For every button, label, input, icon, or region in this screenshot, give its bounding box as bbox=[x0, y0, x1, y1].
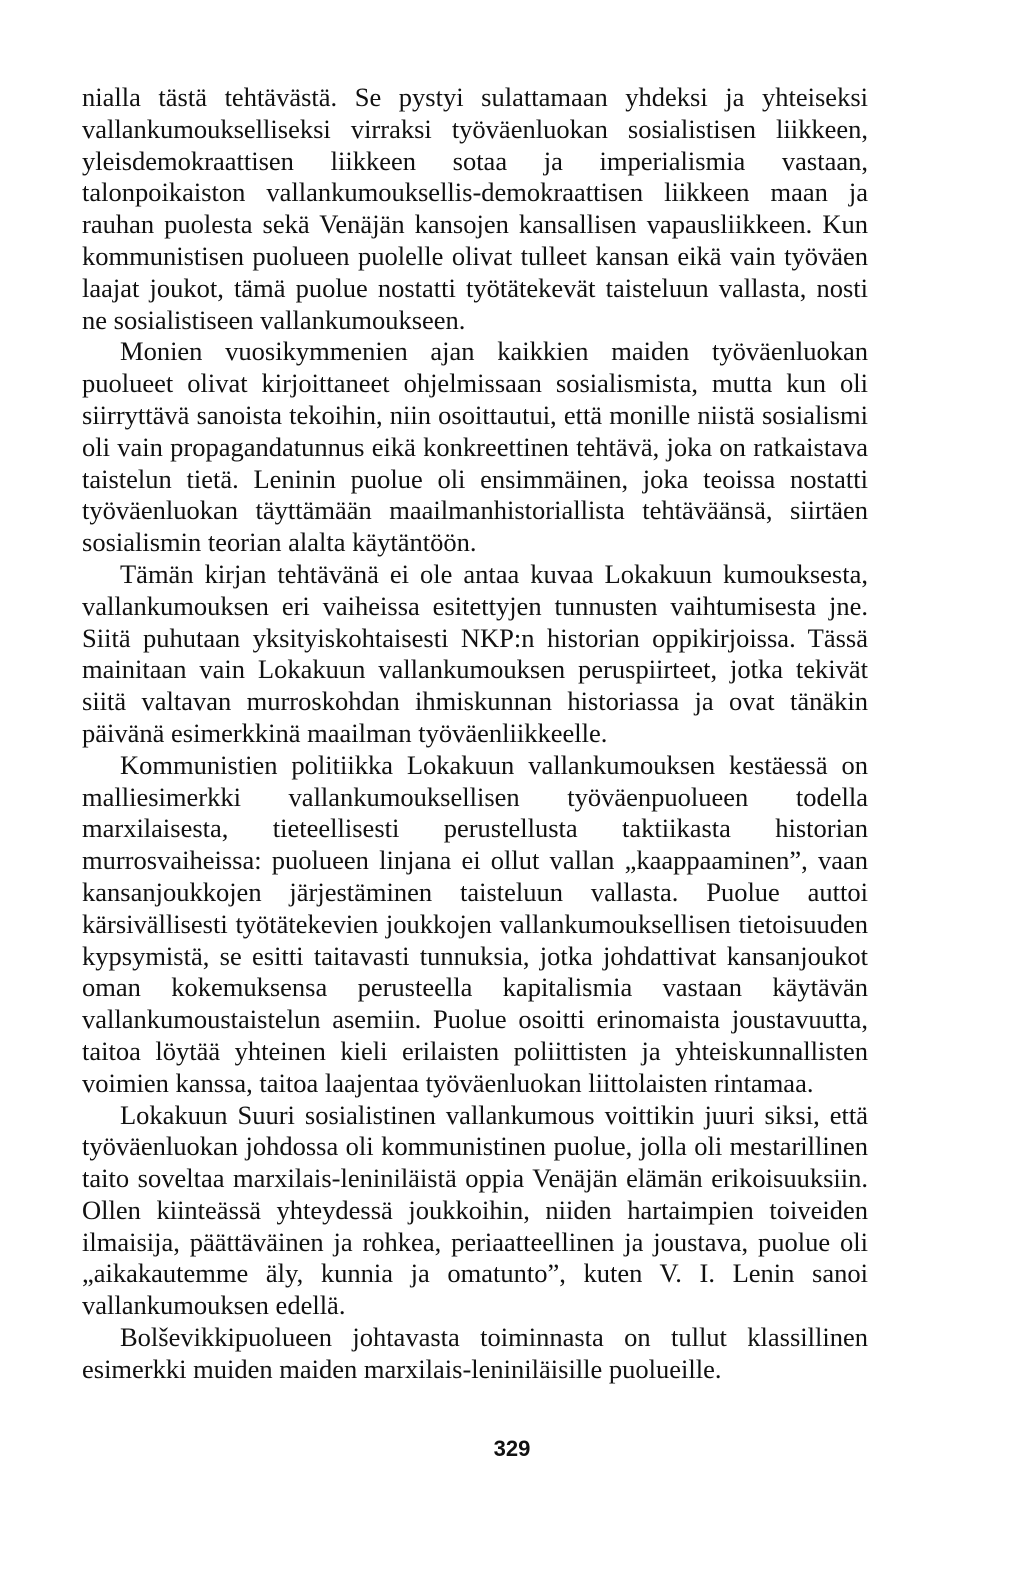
paragraph-2: Monien vuosikymmenien ajan kaikkien maiden työväenluokan puolueet olivat kirjoittaneet ohjelmissaan sosialismista, mutta kun oli siirryttävä sanoista tekoihin, niin osoittautui, että monille niistä sosialismi oli vain propagandatunnus eikä konkreettinen tehtävä, joka on ratkaistava taistelun tietä. Leninin puolue oli ensimmäinen, joka teoissa nostatti työväenluokan täyttämään maailmanhistoriallista tehtäväänsä, siirtäen sosialismin teorian alalta käytäntöön. bbox=[82, 336, 868, 558]
paragraph-5: Lokakuun Suuri sosialistinen vallankumous voittikin juuri siksi, että työväenluokan johdossa oli kommunistinen puolue, jolla oli mestarillinen taito soveltaa marxilais-leniniläistä oppia Venäjän elämän erikoisuuksiin. Ollen kiinteässä yhteydessä joukkoihin, niiden hartaimpien toiveiden ilmaisija, päättäväinen ja rohkea, periaatteellinen ja joustava, puolue oli „aikakautemme äly, kunnia ja omatunto”, kuten V. I. Lenin sanoi vallankumouksen edellä. bbox=[82, 1099, 868, 1321]
page-number: 329 bbox=[493, 1436, 531, 1461]
body-text bbox=[82, 82, 868, 1386]
paragraph-4: Kommunistien politiikka Lokakuun vallankumouksen kestäessä on malliesimerkki vallankumouksellisen työväenpuolueen todella marxilaisesta, tieteellisesti perustellusta taktiikasta historian murrosvaiheissa: puolueen linjana ei ollut vallan „kaappaaminen”, vaan kansanjoukkojen järjestäminen taisteluun vallasta. Puolue auttoi kärsivällisesti työtätekevien joukkojen vallankumouksellisen tietoisuuden kypsymistä, se esitti taitavasti tunnuksia, jotka johdattivat kansanjoukot oman kokemuksensa perusteella kapitalismia vastaan käytävän vallankumoustaistelun asemiin. Puolue osoitti erinomaista joustavuutta, taitoa löytää yhteinen kieli erilaisten poliittisten ja yhteiskunnallisten voimien kanssa, taitoa laajentaa työväenluokan liittolaisten rintamaa. bbox=[82, 749, 868, 1098]
paragraph-3: Tämän kirjan tehtävänä ei ole antaa kuvaa Lokakuun kumouksesta, vallankumouksen eri vaiheissa esitettyjen tunnusten vaihtumisesta jne. Siitä puhutaan yksityiskohtaisesti NKP:n historian oppikirjoissa. Tässä mainitaan vain Lokakuun vallankumouksen peruspiirteet, jotka tekivät siitä valtavan murroskohdan ihmiskunnan historiassa ja ovat tänäkin päivänä esimerkkinä maailman työväenliikkeelle. bbox=[82, 558, 868, 748]
paragraph-6: Bolševikkipuolueen johtavasta toiminnasta on tullut klassillinen esimerkki muiden maiden marxilais-leniniläisille puolueille. bbox=[82, 1322, 868, 1384]
paragraph-1: nialla tästä tehtävästä. Se pystyi sulattamaan yhdeksi ja yhteiseksi vallankumoukselliseksi virraksi työväenluokan sosialistisen liikkeen, yleisdemokraattisen liikkeen sotaa ja imperialismia vastaan, talonpoikaiston vallankumouksellis-demokraattisen liikkeen maan ja rauhan puolesta sekä Venäjän kansojen kansallisen vapausliikkeen. Kun kommunistisen puolueen puolelle olivat tulleet kansan eikä vain työväen laajat joukot, tämä puolue nostatti työtätekevät taisteluun vallasta, nosti ne sosialistiseen vallankumoukseen. bbox=[82, 82, 868, 335]
